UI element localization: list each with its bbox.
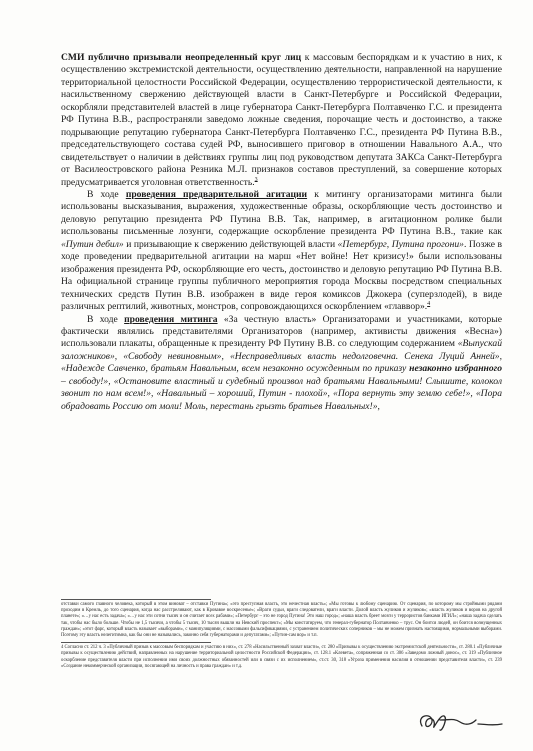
text-run: проведения предварительной агитации [125, 188, 308, 200]
text-run: . Позже в ходе проведении предварительной агитации на марш «Нет войне! Нет кризису!» были использованы изображения президента РФ, оскорбляющие его честь, достоинство и деловую репутацию РФ Путина В.В. На официальной странице группы публичного мероприятия города Москвы посредством специальных технических средств Путин В.В. изображен в виде героя комиксов Джокера (суперзлодей), в виде различных рептилий, животных, монстров, сопровождающихся оскорблением «главвор». [61, 238, 503, 313]
text-run: к митингу организаторами митинга были использованы высказывания, выражения, художественные образы, оскорбляющие честь достоинство и деловую репутацию президента РФ Путина В.В. Так, например, в агитационном ролике были использованы письменные лозунги, содержащие оскорбление президента РФ Путина В.В., такие как [61, 188, 502, 238]
text-run: незаконно избранного [409, 363, 502, 375]
text-run: и призывающие к свержению действующей власти [123, 238, 338, 250]
paragraph-preliminary-agitation [61, 189, 502, 314]
paragraph-rally [61, 314, 502, 414]
footnote-ref: 4 [427, 300, 431, 307]
footnote-continuation: отставки самого главного человека, который в этом виноват – отставки Путина»; «это преступная власть, это нечестная власть»; «Мы готовы к любому сценарию. От сценария, по которому мы стройными рядами проходим в Кремль, до того сценария, когда нас расстреливают, как в Кровавое воскресенье»; «Враги судьи, враги следователи, враги власти. Долой власть жуликов и жуликов»; «власть жуликов и воров на другой планете»; «…у нас есть задача»; «…у нас эти сотни тысяч и он считает всех рабами»; «Петербург – это не город Путина! Это наш город»; «наша власть бреет мозги у террористов банками ИГИЛ»; «наша задача сделать так, чтобы нас было больше. Чтобы не 1,5 тысячи, а чтобы 5 тысяч, 10 тысяч вышли на Невский проспект»; «Мы констатируем, что генерал-губернатор Полтавченко – трус. Он боится людей, он боится возмущенных граждан»; «этот фарс, который власть называет «выборами», с манипуляциями, с массовыми фальсификациями, с устранением политических соперников – мы не можем признать настоящими, нормальными выборами. Поэтому эту власть нелегитимна, как бы они не назывались, законно себя губернаторами и депутатами»; «Путин-сам вор» и т.п. [61, 602, 502, 639]
text-run: В ходе [87, 188, 126, 200]
footnote-ref: 3 [254, 176, 258, 183]
text-run: «За честную власть» Организаторами и участниками, которые фактически являлись представителями Организаторов (например, активисты движения «Весна») использовали плакаты, обращенные к президенту РФ Путину В.В. со следующим содержанием [61, 313, 502, 350]
text-run: «Путин дебил» [61, 238, 124, 250]
text-run: , [377, 400, 380, 412]
text-run: проведения митинга [124, 313, 218, 325]
footnote-separator [61, 599, 211, 600]
footnotes [61, 596, 502, 670]
text-run: к массовым беспорядкам и к участию в них, к осуществлению экстремистской деятельности, осуществлению деятельности, направленной на нарушение территориальной целостности Российской Федерации, осуществлению террористической деятельности, к насильственному свержению действующей власти в Санкт-Петербурге и Российской Федерации, оскорбляли представителей властей в лице губернатора Санкт-Петербурга Полтавченко Г.С. и президента РФ Путина В.В., распространяли заведомо ложные сведения, порочащие честь и достоинство, а также подрывающие репутацию губернатора Санкт-Петербурга Полтавченко Г.С., президента РФ Путина В.В., председательствующего состава судей РФ, выносившего приговор в отношении Навального А.А., что свидетельствует о наличии в действиях группы лиц под руководством депутата ЗАКСа Санкт-Петербурга от Василеостровского района Резника М.Л. признаков составов преступлений, за совершение которых предусматривается уголовная ответственность. [61, 52, 502, 188]
main-text [61, 52, 502, 413]
text-run: СМИ публично призывали неопределенный круг лиц [61, 52, 302, 63]
text-run: «Выпускай заложников», «Свободу невиновным», «Несправедливых власть недолговечна. Сенека Луций Анней», «Надежде Савченко, братьям Навальным, всем незаконно осужденным по приказу [61, 338, 502, 375]
handwritten-signature [410, 706, 510, 736]
text-run: В ходе [87, 313, 125, 325]
footnote-separator [61, 642, 211, 643]
paragraph-accusations [61, 52, 502, 189]
text-run: – свободу!», «Остановите властный и судебный произвол над братьями Навальными! Слышите, колокол звонит по нам всем!», «Навальный – хороший, Путин - плохой», «Пора вернуть эту землю себе!», «Пора обрадовать Россию от моли! Моль, перестань грызть братьев Навальных!» [61, 375, 502, 412]
footnote-4: 4 Согласно ст. 212 ч. 3 «Публичный призыв к массовым беспорядкам и участию в них», ст. 278 «Насильственный захват власти», ст. 280 «Призывы к осуществлению экстремистской деятельности», ст. 280.1 «Публичные призывы к осуществлению действий, направленных на нарушение территориальной целостности Российской Федерации», ст. 128.1 «Клевета», сопряженная со ст. 306 «Заведомо ложный донос», ст. 319 «Публичное оскорбление представителя власти при исполнении ими своих должностных обязанностей или в связи с их исполнением», ст.ст. 30, 318 «Угроза применения насилия в отношении представителя власти», ст. 239 «Создание некоммерческой организации, посягающей на личность и права граждан» и т.д. [61, 645, 502, 669]
text-run: «Петербург, Путина прогони» [337, 238, 464, 250]
